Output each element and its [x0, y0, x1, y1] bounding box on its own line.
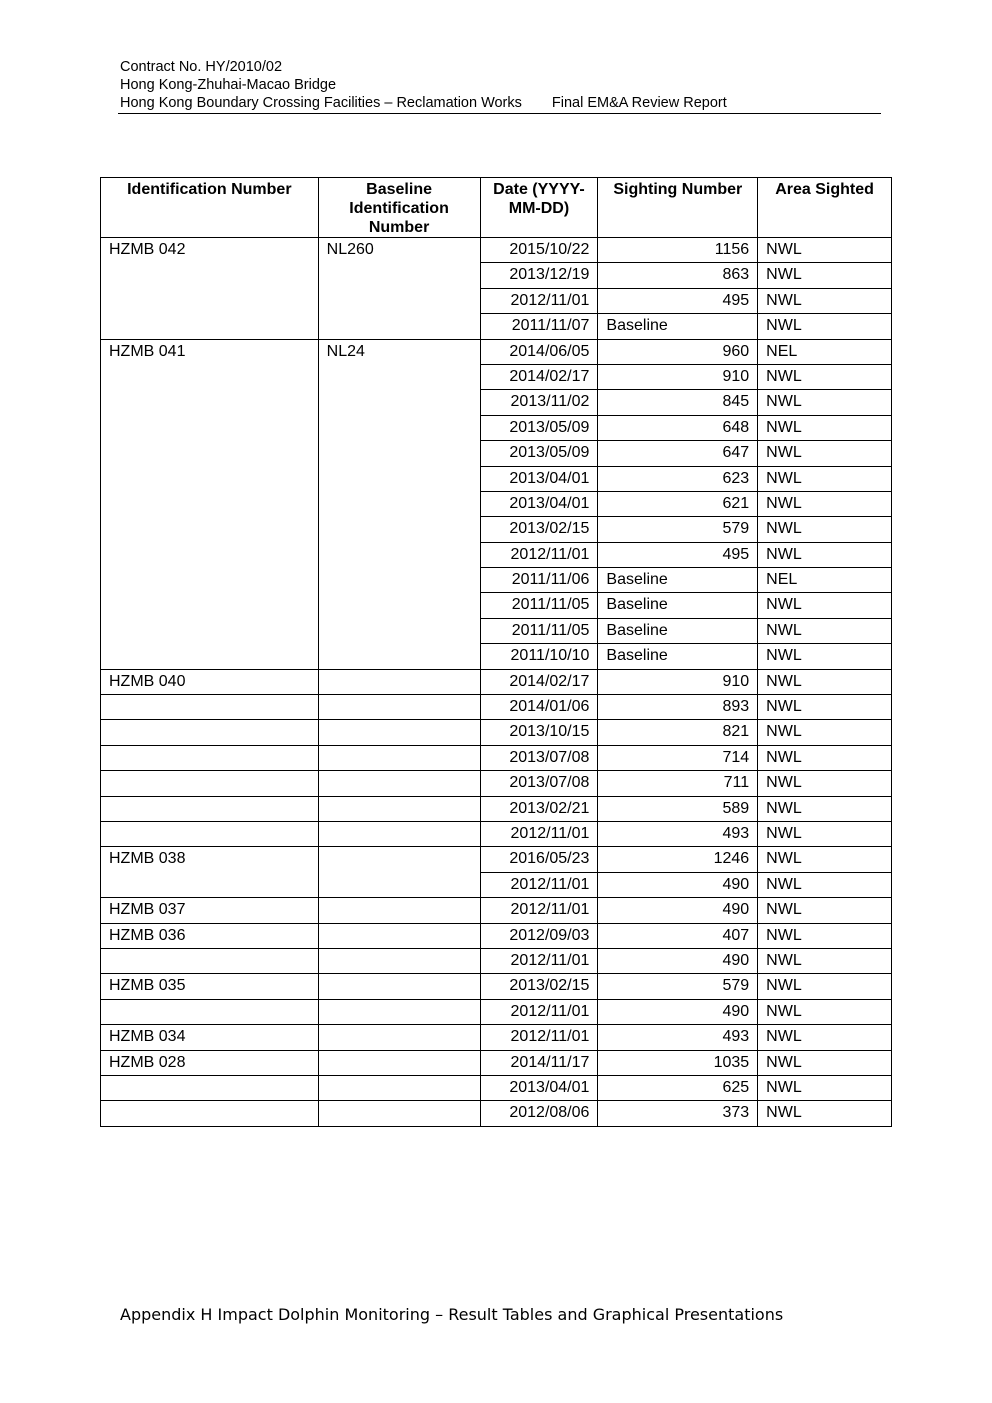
report-title: Final EM&A Review Report [551, 95, 727, 111]
date-cell: 2013/07/08 [480, 745, 598, 770]
sighting-number-cell: 407 [598, 923, 758, 948]
area-sighted-cell: NWL [758, 618, 892, 643]
sighting-number-cell: 863 [598, 263, 758, 288]
table-row [101, 1025, 892, 1050]
baseline-id-cell [318, 1101, 480, 1126]
sighting-number-cell: Baseline [598, 593, 758, 618]
baseline-id-cell [318, 1075, 480, 1100]
sighting-number-cell: 910 [598, 669, 758, 694]
date-cell: 2011/11/05 [480, 618, 598, 643]
sighting-number-cell: 648 [598, 415, 758, 440]
sighting-number-cell: 490 [598, 948, 758, 973]
area-sighted-cell: NWL [758, 695, 892, 720]
date-cell: 2013/04/01 [480, 1075, 598, 1100]
sighting-number-cell: 495 [598, 542, 758, 567]
identification-number-cell [101, 948, 319, 973]
area-sighted-cell: NWL [758, 466, 892, 491]
baseline-id-cell [318, 695, 480, 720]
area-sighted-cell: NWL [758, 542, 892, 567]
identification-number-cell: HZMB 035 [101, 974, 319, 999]
sighting-number-cell: Baseline [598, 618, 758, 643]
identification-number-cell: HZMB 038 [101, 847, 319, 898]
table-row [101, 1075, 892, 1100]
identification-number-cell: HZMB 037 [101, 898, 319, 923]
identification-number-cell: HZMB 034 [101, 1025, 319, 1050]
table-row [101, 745, 892, 770]
area-sighted-cell: NEL [758, 568, 892, 593]
baseline-id-cell [318, 847, 480, 898]
area-sighted-cell: NWL [758, 441, 892, 466]
date-cell: 2013/05/09 [480, 441, 598, 466]
sighting-number-cell: 1156 [598, 238, 758, 263]
date-cell: 2013/02/15 [480, 517, 598, 542]
table-row [101, 898, 892, 923]
sighting-number-cell: 579 [598, 517, 758, 542]
contract-number: Contract No. HY/2010/02 [120, 59, 283, 75]
date-cell: 2011/11/05 [480, 593, 598, 618]
area-sighted-cell: NWL [758, 898, 892, 923]
baseline-id-cell [318, 720, 480, 745]
identification-number-cell [101, 1101, 319, 1126]
column-header-identification-number: Identification Number [101, 178, 319, 238]
area-sighted-cell: NWL [758, 1050, 892, 1075]
identification-number-cell [101, 821, 319, 846]
date-cell: 2013/10/15 [480, 720, 598, 745]
sightings-table [100, 177, 892, 1127]
date-cell: 2012/11/01 [480, 999, 598, 1024]
area-sighted-cell: NWL [758, 745, 892, 770]
baseline-id-cell [318, 821, 480, 846]
identification-number-cell: HZMB 040 [101, 669, 319, 694]
table-row [101, 847, 892, 872]
sighting-number-cell: 493 [598, 1025, 758, 1050]
identification-number-cell: HZMB 036 [101, 923, 319, 948]
date-cell: 2014/06/05 [480, 339, 598, 364]
table-row [101, 1101, 892, 1126]
area-sighted-cell: NWL [758, 669, 892, 694]
date-cell: 2012/11/01 [480, 898, 598, 923]
baseline-id-cell [318, 796, 480, 821]
header-line-3 [120, 94, 880, 112]
page-header [120, 58, 880, 112]
area-sighted-cell: NWL [758, 364, 892, 389]
works-title: Hong Kong Boundary Crossing Facilities – Reclamation Works [120, 95, 522, 111]
area-sighted-cell: NWL [758, 238, 892, 263]
area-sighted-cell: NWL [758, 1101, 892, 1126]
baseline-id-cell: NL24 [318, 339, 480, 669]
area-sighted-cell: NWL [758, 390, 892, 415]
date-cell: 2014/01/06 [480, 695, 598, 720]
header-divider [118, 113, 881, 114]
identification-number-cell [101, 1075, 319, 1100]
area-sighted-cell: NEL [758, 339, 892, 364]
baseline-id-cell [318, 948, 480, 973]
sighting-number-cell: 960 [598, 339, 758, 364]
sighting-number-cell: 493 [598, 821, 758, 846]
baseline-id-cell [318, 669, 480, 694]
identification-number-cell [101, 796, 319, 821]
baseline-id-cell [318, 1050, 480, 1075]
sighting-number-cell: 495 [598, 288, 758, 313]
project-name: Hong Kong-Zhuhai-Macao Bridge [120, 77, 337, 93]
date-cell: 2013/04/01 [480, 491, 598, 516]
sighting-number-cell: 490 [598, 999, 758, 1024]
column-header-date: Date (YYYY-MM-DD) [480, 178, 598, 238]
date-cell: 2016/05/23 [480, 847, 598, 872]
column-header-baseline-id: Baseline Identification Number [318, 178, 480, 238]
baseline-id-cell [318, 745, 480, 770]
sighting-number-cell: 621 [598, 491, 758, 516]
sighting-number-cell: 373 [598, 1101, 758, 1126]
baseline-id-cell [318, 1025, 480, 1050]
sighting-number-cell: 714 [598, 745, 758, 770]
area-sighted-cell: NWL [758, 847, 892, 872]
baseline-id-cell: NL260 [318, 238, 480, 340]
area-sighted-cell: NWL [758, 720, 892, 745]
date-cell: 2013/02/21 [480, 796, 598, 821]
identification-number-cell: HZMB 042 [101, 238, 319, 340]
table-row [101, 923, 892, 948]
sighting-number-cell: Baseline [598, 644, 758, 669]
page-footer: Appendix H Impact Dolphin Monitoring – Result Tables and Graphical Presentations [120, 1305, 784, 1324]
sighting-number-cell: 490 [598, 898, 758, 923]
sighting-number-cell: 821 [598, 720, 758, 745]
date-cell: 2012/11/01 [480, 872, 598, 897]
date-cell: 2011/10/10 [480, 644, 598, 669]
sighting-number-cell: 589 [598, 796, 758, 821]
date-cell: 2015/10/22 [480, 238, 598, 263]
sighting-number-cell: 623 [598, 466, 758, 491]
table-header-row [101, 178, 892, 238]
area-sighted-cell: NWL [758, 923, 892, 948]
baseline-id-cell [318, 923, 480, 948]
sighting-number-cell: Baseline [598, 314, 758, 339]
table-row [101, 974, 892, 999]
sighting-number-cell: 910 [598, 364, 758, 389]
table-body [101, 238, 892, 1127]
baseline-id-cell [318, 771, 480, 796]
area-sighted-cell: NWL [758, 517, 892, 542]
baseline-id-cell [318, 999, 480, 1024]
sighting-number-cell: 490 [598, 872, 758, 897]
table-row [101, 669, 892, 694]
table-row [101, 1050, 892, 1075]
sighting-number-cell: 1035 [598, 1050, 758, 1075]
date-cell: 2011/11/07 [480, 314, 598, 339]
identification-number-cell [101, 695, 319, 720]
sighting-number-cell: 1246 [598, 847, 758, 872]
baseline-id-cell [318, 898, 480, 923]
date-cell: 2012/11/01 [480, 288, 598, 313]
area-sighted-cell: NWL [758, 974, 892, 999]
sighting-number-cell: Baseline [598, 568, 758, 593]
table-row [101, 771, 892, 796]
date-cell: 2011/11/06 [480, 568, 598, 593]
date-cell: 2014/02/17 [480, 669, 598, 694]
table-row [101, 821, 892, 846]
identification-number-cell [101, 720, 319, 745]
sighting-number-cell: 647 [598, 441, 758, 466]
date-cell: 2013/05/09 [480, 415, 598, 440]
area-sighted-cell: NWL [758, 644, 892, 669]
date-cell: 2013/04/01 [480, 466, 598, 491]
date-cell: 2013/12/19 [480, 263, 598, 288]
sighting-number-cell: 625 [598, 1075, 758, 1100]
area-sighted-cell: NWL [758, 491, 892, 516]
date-cell: 2013/11/02 [480, 390, 598, 415]
area-sighted-cell: NWL [758, 796, 892, 821]
area-sighted-cell: NWL [758, 593, 892, 618]
identification-number-cell [101, 999, 319, 1024]
area-sighted-cell: NWL [758, 821, 892, 846]
date-cell: 2012/08/06 [480, 1101, 598, 1126]
date-cell: 2012/09/03 [480, 923, 598, 948]
sighting-number-cell: 579 [598, 974, 758, 999]
area-sighted-cell: NWL [758, 263, 892, 288]
area-sighted-cell: NWL [758, 771, 892, 796]
identification-number-cell [101, 771, 319, 796]
table-row [101, 948, 892, 973]
area-sighted-cell: NWL [758, 872, 892, 897]
table-row [101, 695, 892, 720]
table-row [101, 339, 892, 364]
date-cell: 2012/11/01 [480, 821, 598, 846]
date-cell: 2013/02/15 [480, 974, 598, 999]
date-cell: 2012/11/01 [480, 948, 598, 973]
date-cell: 2014/11/17 [480, 1050, 598, 1075]
baseline-id-cell [318, 974, 480, 999]
table-row [101, 238, 892, 263]
column-header-sighting-number: Sighting Number [598, 178, 758, 238]
date-cell: 2014/02/17 [480, 364, 598, 389]
table-row [101, 720, 892, 745]
area-sighted-cell: NWL [758, 999, 892, 1024]
sighting-number-cell: 893 [598, 695, 758, 720]
area-sighted-cell: NWL [758, 314, 892, 339]
table-row [101, 796, 892, 821]
identification-number-cell [101, 745, 319, 770]
identification-number-cell: HZMB 028 [101, 1050, 319, 1075]
area-sighted-cell: NWL [758, 1025, 892, 1050]
date-cell: 2012/11/01 [480, 542, 598, 567]
area-sighted-cell: NWL [758, 288, 892, 313]
sighting-number-cell: 845 [598, 390, 758, 415]
table-row [101, 999, 892, 1024]
sighting-number-cell: 711 [598, 771, 758, 796]
area-sighted-cell: NWL [758, 948, 892, 973]
date-cell: 2012/11/01 [480, 1025, 598, 1050]
area-sighted-cell: NWL [758, 1075, 892, 1100]
date-cell: 2013/07/08 [480, 771, 598, 796]
area-sighted-cell: NWL [758, 415, 892, 440]
column-header-area-sighted: Area Sighted [758, 178, 892, 238]
identification-number-cell: HZMB 041 [101, 339, 319, 669]
